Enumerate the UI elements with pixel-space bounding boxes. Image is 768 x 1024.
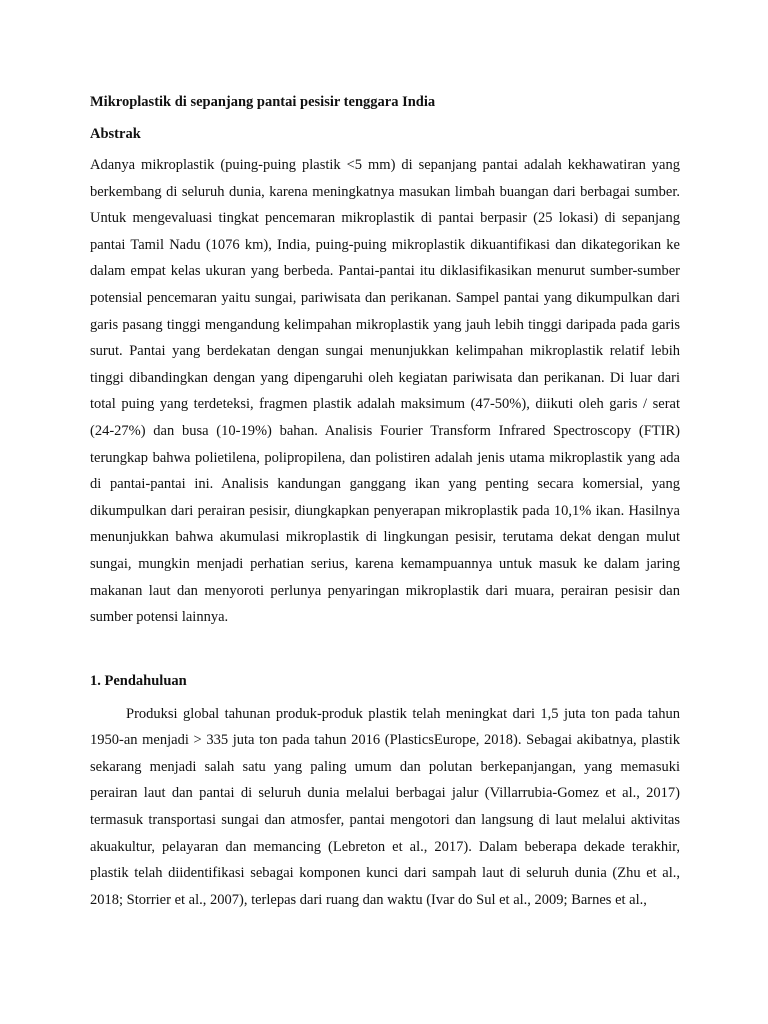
abstract-paragraph: Adanya mikroplastik (puing-puing plastik <5 mm) di sepanjang pantai adalah kekhawatiran yang berkembang di seluruh dunia, karena meningkatnya masukan limbah buangan dari berbagai sumber. Untuk mengevaluasi tingkat pencemaran mikroplastik di pantai berpasir (25 lokasi) di sepanjang pantai Tamil Nadu (1076 km), India, puing-puing mikroplastik dikuantifikasi dan dikategorikan ke dalam empat kelas ukuran yang berbeda. Pantai-pantai itu diklasifikasikan menurut sumber-sumber potensial pencemaran yaitu sungai, pariwisata dan perikanan. Sampel pantai yang dikumpulkan dari garis pasang tinggi mengandung kelimpahan mikroplastik yang jauh lebih tinggi daripada pada garis surut. Pantai yang berdekatan dengan sungai menunjukkan kelimpahan mikroplastik relatif lebih tinggi dibandingkan dengan yang dipengaruhi oleh kegiatan pariwisata dan perikanan. Di luar dari total puing yang terdeteksi, fragmen plastik adalah maksimum (47-50%), diikuti oleh garis / serat (24-27%) dan busa (10-19%) bahan. Analisis Fourier Transform Infrared Spectroscopy (FTIR) terungkap bahwa polietilena, polipropilena, dan polistiren adalah jenis utama mikroplastik yang ada di pantai-pantai ini. Analisis kandungan ganggang ikan yang penting secara komersial, yang dikumpulkan dari perairan pesisir, diungkapkan penyerapan mikroplastik pada 10,1% ikan. Hasilnya menunjukkan bahwa akumulasi mikroplastik di lingkungan pesisir, terutama dekat dengan mulut sungai, mungkin menjadi perhatian serius, karena kemampuannya untuk masuk ke dalam jaring makanan laut dan menyoroti perlunya penyaringan mikroplastik dari muara, perairan pesisir dan sumber potensi lainnya. — [90, 157, 680, 626]
paper-title: Mikroplastik di sepanjang pantai pesisir tenggara India — [90, 94, 436, 110]
section-heading-introduction: 1. Pendahuluan — [90, 672, 187, 689]
introduction-paragraph: Produksi global tahunan produk-produk plastik telah meningkat dari 1,5 juta ton pada tahun 1950-an menjadi > 335 juta ton pada tahun 2016 (PlasticsEurope, 2018). Sebagai akibatnya, plastik sekarang menjadi salah satu yang paling umum dan polutan berkepanjangan, yang memasuki perairan laut dan pantai di seluruh dunia melalui berbagai jalur (Villarrubia-Gomez et al., 2017) termasuk transportasi sungai dan atmosfer, pantai mengotori dan langsung di laut melalui aktivitas akuakultur, pelayaran dan memancing (Lebreton et al., 2017). Dalam beberapa dekade terakhir, plastik telah diidentifikasi sebagai komponen kunci dari sampah laut di seluruh dunia (Zhu et al., 2018; Storrier et al., 2007), terlepas dari ruang dan waktu (Ivar do Sul et al., 2009; Barnes et al., — [90, 705, 680, 908]
abstract-heading: Abstrak — [90, 126, 141, 142]
document-page — [90, 92, 680, 913]
